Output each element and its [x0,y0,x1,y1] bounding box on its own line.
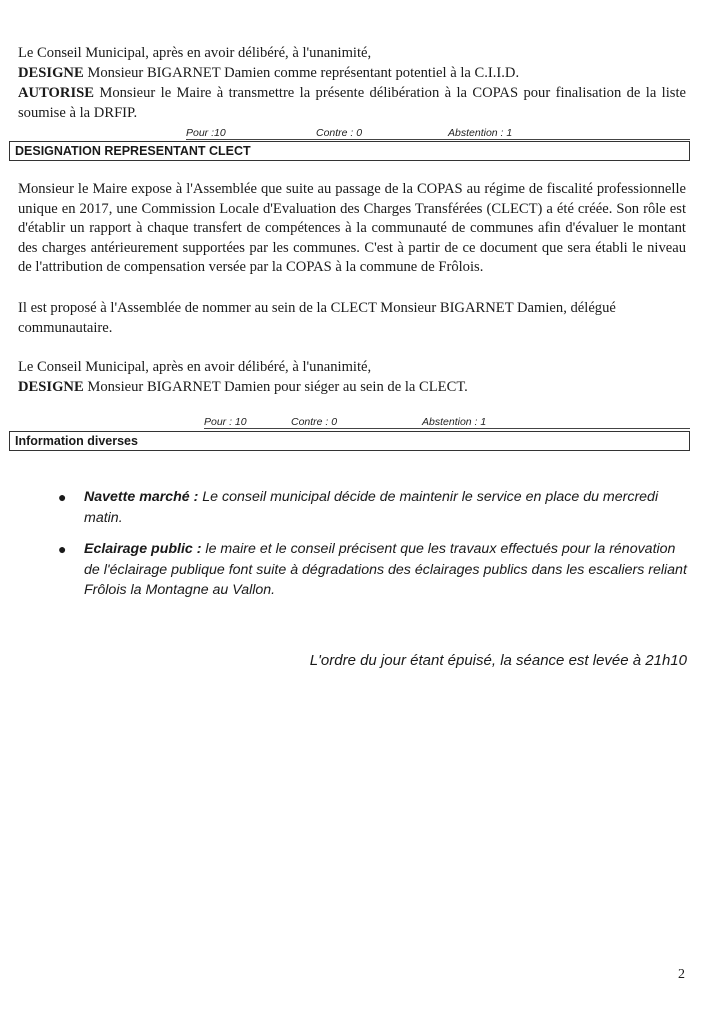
item-text: Le conseil municipal décide de maintenir le service en place du mercredi matin. [84,489,659,526]
designe-text: Monsieur BIGARNET Damien pour siéger au sein de la CLECT. [83,379,468,395]
designe-keyword: DESIGNE [18,65,84,81]
bullet-icon: ● [58,541,67,557]
page-number: 2 [678,967,685,982]
vote-pour: Pour :10 [186,127,226,139]
autorise-text: Monsieur le Maire à transmettre la présente délibération à la COPAS pour finalisation de la liste soumise à la DRFIP. [18,85,686,121]
vote-contre: Contre : 0 [316,127,363,139]
vote-pour: Pour : 10 [204,416,247,428]
list-item [56,487,688,528]
bullet-icon: ● [58,489,67,505]
list-item [56,539,688,601]
item-title: Eclairage public : [84,541,202,557]
closing-statement: L'ordre du jour étant épuisé, la séance est levée à 21h10 [309,652,687,669]
vote-contre: Contre : 0 [291,416,338,428]
designe-keyword: DESIGNE [18,379,84,395]
authorization [18,84,686,123]
designation-cid [18,64,686,84]
clect-explanation: Monsieur le Maire expose à l'Assemblée que suite au passage de la COPAS au régime de fiscalité professionnelle unique en 2017, une Commission Locale d'Evaluation des Charges Transférées (CLECT) a été créée. Son rôle est d'établir un rapport à chaque transfert de compétences à la communauté de communes afin d'évaluer le montant des charges antérieurement supportées par les communes. C'est à partir de ce document que sera établi le niveau de l'attribution de compensation versée par la COPAS à la commune de Frôlois. [18,181,686,276]
info-list [56,487,688,612]
vote-underline [204,428,690,429]
clect-proposal: Il est proposé à l'Assemblée de nommer au sein de la CLECT Monsieur BIGARNET Damien, délégué communautaire. [18,300,616,336]
vote-underline [186,139,690,140]
designation-clect [18,378,686,398]
section-heading-info: Information diverses [9,431,690,451]
vote-abstention: Abstention : 1 [448,127,513,139]
designe-text: Monsieur BIGARNET Damien comme représentant potentiel à la C.I.I.D. [83,65,520,81]
council-deliberation-line: Le Conseil Municipal, après en avoir délibéré, à l'unanimité, [18,45,372,61]
vote-abstention: Abstention : 1 [422,416,487,428]
section-heading-clect: DESIGNATION REPRESENTANT CLECT [9,141,690,161]
autorise-keyword: AUTORISE [18,85,94,101]
item-text: le maire et le conseil précisent que les travaux effectués pour la rénovation de l'éclairage publique font suite à dégradations des éclairages publics dans les escaliers reliant Frôlois la Montagne au Vallon. [84,541,687,598]
item-title: Navette marché : [84,489,199,505]
council-deliberation-line-2: Le Conseil Municipal, après en avoir délibéré, à l'unanimité, [18,359,372,375]
